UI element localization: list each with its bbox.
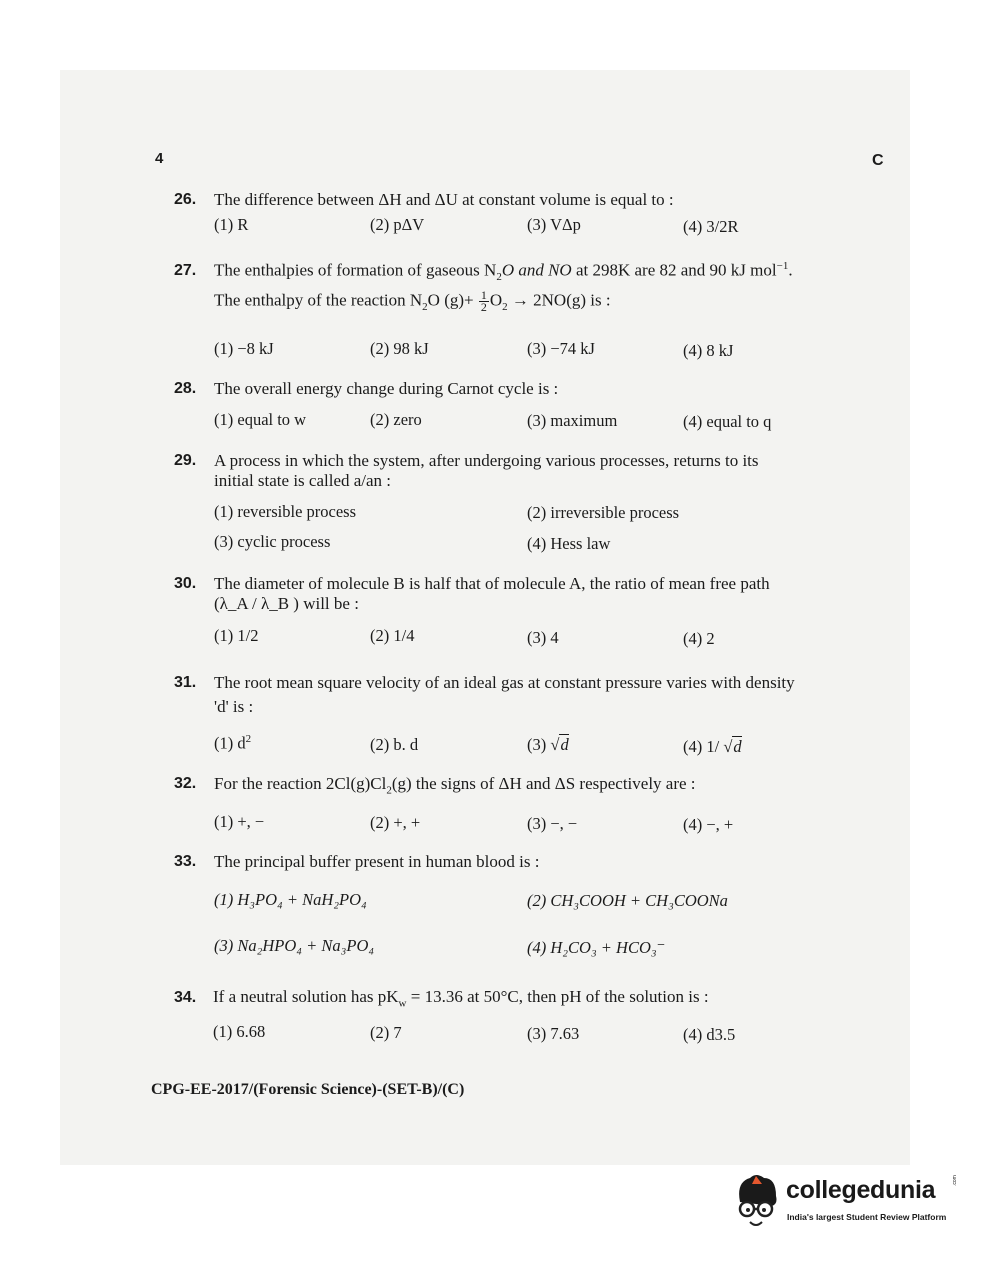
question-number: 34. — [174, 989, 197, 1006]
question-text-cont: (λ_A / λ_B ) will be : — [214, 594, 359, 613]
question-number: 31. — [174, 674, 197, 691]
mascot-icon — [730, 1172, 784, 1234]
option-3: (3) 4 — [527, 628, 559, 647]
logo-wordmark: collegedunia — [786, 1176, 936, 1204]
question-number: 28. — [174, 380, 197, 397]
option-3: (3) √d — [527, 735, 569, 754]
question-text: For the reaction $2Cl(g)Cl_2(g)$ the signs of ΔH and ΔS respectively are : — [214, 774, 696, 797]
option-2: (2) irreversible process — [527, 503, 680, 522]
option-1: (1) equal to w — [214, 410, 307, 429]
option-4: (4) −, + — [683, 815, 734, 834]
question-text: The difference between ΔH and ΔU at constant volume is equal to : — [214, 190, 674, 209]
question-number: 32. — [174, 775, 197, 792]
page-number: 4 — [155, 150, 164, 167]
option-4: (4) equal to q — [683, 412, 772, 431]
option-2: (2) +, + — [370, 813, 421, 832]
option-3: (3) VΔp — [527, 215, 581, 234]
set-code: C — [872, 152, 884, 169]
option-2: (2) 7 — [370, 1023, 402, 1042]
option-3: (3) −74 kJ — [527, 339, 595, 358]
option-2: (2) pΔV — [370, 215, 425, 234]
option-1: (1) R — [214, 215, 249, 234]
option-2: (2) b. d — [370, 735, 419, 754]
question-text-cont: initial state is called a/an : — [214, 471, 392, 490]
collegedunia-logo — [730, 1172, 960, 1242]
option-4: (4) 8 kJ — [683, 341, 734, 360]
option-1: (1) $d^2$ — [214, 733, 252, 753]
option-1: (1) −8 kJ — [214, 339, 274, 358]
option-4: (4) d3.5 — [683, 1025, 736, 1044]
option-1: (1) H₃PO₄ + NaH₂PO₄ — [214, 890, 367, 909]
option-2: (2) 98 kJ — [370, 339, 429, 358]
option-3: (3) −, − — [527, 814, 578, 833]
option-1: (1) 6.68 — [213, 1022, 266, 1041]
question-number: 29. — [174, 452, 197, 469]
option-1: (1) reversible process — [214, 502, 357, 521]
fraction: $\frac{1}{2}$ — [480, 288, 487, 314]
option-4: (4) Hess law — [527, 534, 611, 553]
question-number: 27. — [174, 262, 197, 279]
question-number: 33. — [174, 853, 197, 870]
option-3: (3) 7.63 — [527, 1024, 580, 1043]
option-4: (4) 1/ √d — [683, 737, 742, 756]
option-2: (2) CH₃COOH + CH₃COONa — [527, 891, 728, 910]
question-text-cont: 'd' is : — [214, 697, 254, 716]
question-text: The overall energy change during Carnot cycle is : — [214, 379, 559, 398]
option-4: (4) 3/2R — [683, 217, 739, 236]
option-1: (1) +, − — [214, 812, 265, 831]
logo-tagline: India's largest Student Review Platform — [787, 1212, 947, 1222]
option-2: (2) zero — [370, 410, 422, 429]
question-text: If a neutral solution has $pK_w = 13.36$ at 50°C, then pH of the solution is : — [213, 987, 709, 1010]
logo-com: .com — [952, 1175, 958, 1186]
question-number: 26. — [174, 191, 197, 208]
question-text: The principal buffer present in human blood is : — [214, 852, 540, 871]
option-3: (3) maximum — [527, 411, 618, 430]
question-reaction: The enthalpy of the reaction $N_2O$ (g)+ $\frac{1}{2}$ $O_2 \to 2NO(g)$ is : — [214, 288, 611, 314]
question-text: The root mean square velocity of an ideal gas at constant pressure varies with density — [214, 673, 795, 692]
option-2: (2) 1/4 — [370, 626, 415, 645]
option-1: (1) 1/2 — [214, 626, 259, 645]
question-number: 30. — [174, 575, 197, 592]
option-3: (3) cyclic process — [214, 532, 331, 551]
option-4: (4) 2 — [683, 629, 715, 648]
question-text: The diameter of molecule B is half that of molecule A, the ratio of mean free path — [214, 574, 770, 593]
question-text: The enthalpies of formation of gaseous $N_2O$ and NO at 298K are 82 and 90 kJ mol$^{-1}$. — [214, 260, 793, 284]
paper-code-footer: CPG-EE-2017/(Forensic Science)-(SET-B)/(C) — [151, 1081, 465, 1098]
question-text: A process in which the system, after undergoing various processes, returns to its — [214, 451, 759, 470]
option-3: (3) Na₂HPO₄ + Na₃PO₄ — [214, 936, 375, 955]
option-4: (4) H₂CO₃ + HCO₃⁻ — [527, 938, 666, 957]
